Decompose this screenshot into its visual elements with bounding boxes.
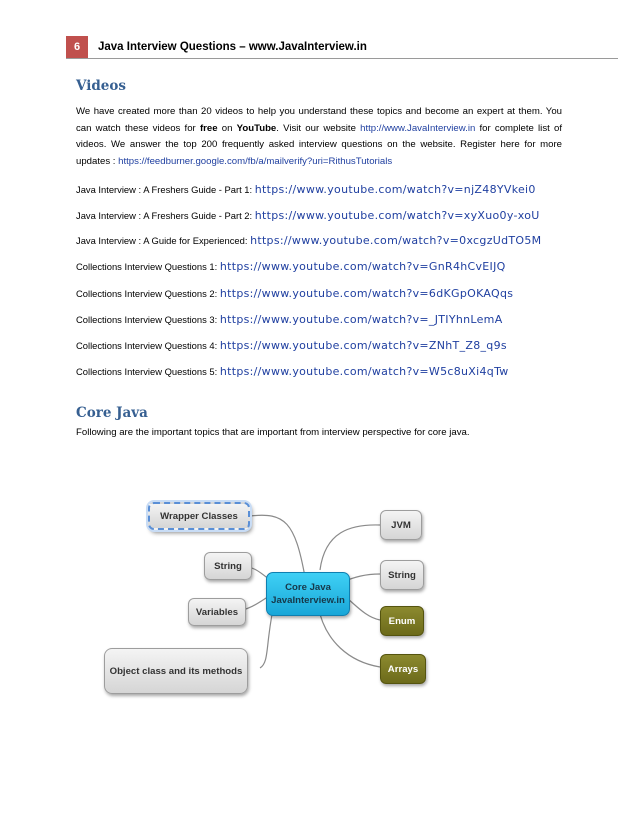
video-label: Java Interview : A Guide for Experienced:: [76, 235, 251, 246]
para-free: free: [199, 122, 218, 134]
video-url[interactable]: https://www.youtube.com/watch?v=_JTIYhnLemA: [219, 313, 503, 326]
video-url[interactable]: https://www.youtube.com/watch?v=6dKGpOKAQqs: [219, 287, 514, 300]
para-youtube: YouTube: [236, 122, 277, 134]
video-label: Java Interview : A Freshers Guide - Part 2:: [76, 210, 255, 221]
header-divider: [66, 58, 618, 59]
register-link[interactable]: https://feedburner.google.com/fb/a/mailverify?uri=RithusTutorials: [118, 155, 393, 167]
center-line-2: JavaInterview.in: [271, 595, 345, 606]
mindmap-node-enum: Enum: [380, 606, 424, 636]
video-link-row: [76, 234, 541, 248]
video-label: Java Interview : A Freshers Guide - Part 1:: [76, 184, 255, 195]
video-link-row: [76, 339, 507, 353]
center-line-1: Core Java: [285, 582, 331, 593]
videos-paragraph: [76, 104, 562, 170]
video-url[interactable]: https://www.youtube.com/watch?v=W5c8uXi4qTw: [219, 365, 509, 378]
mindmap-node-variables: Variables: [188, 598, 246, 626]
video-url[interactable]: https://www.youtube.com/watch?v=GnR4hCvEIJQ: [219, 260, 506, 273]
mindmap-node-wrapper-classes: Wrapper Classes: [148, 502, 250, 530]
videos-heading: Videos: [76, 78, 126, 94]
core-java-heading: Core Java: [76, 405, 148, 421]
page-header: [66, 36, 618, 58]
core-java-intro: Following are the important topics that are important from interview perspective for core java.: [76, 427, 470, 438]
video-label: Collections Interview Questions 4:: [76, 340, 220, 351]
mindmap-node-arrays: Arrays: [380, 654, 426, 684]
video-link-row: [76, 287, 513, 301]
video-label: Collections Interview Questions 3:: [76, 314, 220, 325]
page-number: 6: [66, 36, 88, 58]
video-url[interactable]: https://www.youtube.com/watch?v=0xcgzUdTO5M: [250, 234, 542, 247]
mindmap-node-string-right: String: [380, 560, 424, 590]
para-text-2: on: [217, 122, 237, 134]
video-url[interactable]: https://www.youtube.com/watch?v=njZ48YVkei0: [254, 183, 536, 196]
video-link-row: [76, 183, 536, 197]
video-url[interactable]: https://www.youtube.com/watch?v=xyXuo0y-xoU: [254, 209, 540, 222]
para-text-4: for complete list of videos. We answer the top 200 frequently asked interview questions on the website. Register here for more updates :: [76, 122, 562, 167]
video-link-row: [76, 209, 540, 223]
video-label: Collections Interview Questions 2:: [76, 288, 220, 299]
video-link-row: [76, 260, 506, 274]
para-text-3: . Visit our website: [276, 122, 361, 134]
video-label: Collections Interview Questions 5:: [76, 366, 220, 377]
video-url[interactable]: https://www.youtube.com/watch?v=ZNhT_Z8_q9s: [219, 339, 507, 352]
core-java-mindmap: [100, 492, 440, 712]
header-title: Java Interview Questions – www.JavaInterview.in: [98, 41, 367, 53]
video-link-row: [76, 365, 509, 379]
video-link-row: [76, 313, 503, 327]
video-label: Collections Interview Questions 1:: [76, 261, 220, 272]
mindmap-node-object-class: Object class and its methods: [104, 648, 248, 694]
mindmap-node-string-left: String: [204, 552, 252, 580]
mindmap-node-jvm: JVM: [380, 510, 422, 540]
mindmap-center-node: [266, 572, 350, 616]
website-link[interactable]: http://www.JavaInterview.in: [360, 122, 476, 134]
para-text-1: We have created more than 20 videos to help you understand these topics and become an expert at them. You can watch these videos for: [76, 106, 562, 134]
